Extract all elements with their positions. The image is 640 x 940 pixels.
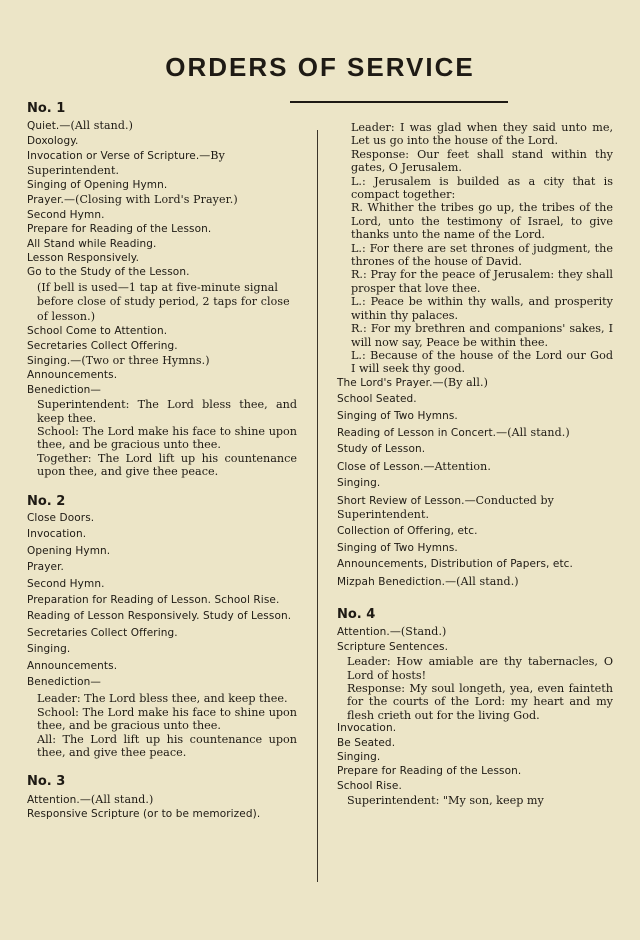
step-label: The Lord's Prayer. (337, 376, 433, 389)
service-step (337, 494, 613, 523)
service-step (337, 410, 613, 423)
column-divider (317, 130, 318, 882)
step-label: Singing of Two Hymns. (337, 541, 458, 554)
step-label: Go to the Study of the Lesson. (27, 266, 190, 279)
step-remark: —Conducted by Superintendent. (337, 493, 554, 521)
scripture-line: School: The Lord make his face to shine upon thee, and be gracious unto thee. (37, 424, 297, 452)
step-label: Benediction— (27, 676, 101, 689)
step-label: Singing of Opening Hymn. (27, 179, 168, 192)
step-label: Short Review of Lesson. (337, 494, 465, 507)
section-heading-no-4: No. 4 (337, 607, 376, 622)
no4-steps-a (337, 625, 613, 654)
step-label: Second Hymn. (27, 577, 105, 590)
step-label: Benediction— (27, 383, 101, 396)
scripture-line: Leader: The Lord bless thee, and keep thee. (37, 692, 288, 706)
service-step (337, 575, 613, 589)
step-label: Doxology. (27, 134, 79, 147)
step-label: Be Seated. (337, 736, 396, 749)
service-step (27, 561, 297, 574)
step-label: School Seated. (337, 393, 417, 406)
no2-steps (27, 512, 297, 689)
step-label: Prepare for Reading of the Lesson. (27, 223, 212, 236)
service-step (27, 354, 297, 368)
service-step (337, 542, 613, 555)
step-label: Attention. (27, 793, 80, 806)
service-step (27, 135, 297, 148)
step-label: Secretaries Collect Offering. (27, 339, 178, 352)
step-label: Mizpah Benediction. (337, 575, 446, 588)
service-step (337, 641, 613, 654)
no4-steps-b (337, 722, 613, 793)
service-step (27, 209, 297, 222)
step-remark: —Attention. (423, 459, 491, 473)
step-label: Prayer. (27, 194, 64, 207)
service-step (337, 625, 613, 639)
no4-scripture-sentences (337, 655, 613, 722)
scripture-line: R.: Pray for the peace of Jerusalem: they shall prosper that love thee. (351, 268, 613, 295)
service-step (337, 460, 613, 474)
service-step (27, 594, 297, 607)
service-step (337, 722, 613, 735)
service-step (27, 238, 297, 251)
step-remark: —(Stand.) (389, 625, 447, 639)
step-label: Announcements. (27, 369, 118, 382)
scripture-line: Response: My soul longeth, yea, even fainteth for the courts of the Lord: my heart and my flesh crieth out for the living God. (347, 682, 613, 722)
service-step (27, 793, 297, 807)
step-label: Responsive Scripture (or to be memorized). (27, 808, 261, 821)
left-column (27, 102, 297, 823)
service-step (27, 384, 297, 397)
service-step (337, 765, 613, 778)
scripture-line: L.: Because of the house of the Lord our God I will seek thy good. (351, 348, 613, 376)
step-remark: (If bell is used—1 tap at five-minute signal before close of study period, 2 taps for close of lesson.) (37, 280, 290, 323)
step-label: Invocation. (337, 722, 397, 735)
service-step (27, 610, 297, 623)
service-step (27, 676, 297, 689)
scripture-line: Leader: I was glad when they said unto me, Let us go into the house of the Lord. (351, 121, 613, 148)
service-step (27, 252, 297, 265)
section-heading-no-3: No. 3 (27, 774, 66, 790)
service-step (337, 525, 613, 538)
step-remark: —(By all.) (432, 375, 488, 389)
service-step (27, 369, 297, 382)
service-step (337, 376, 613, 390)
no1-steps (27, 119, 297, 397)
no1-benediction (27, 398, 297, 478)
service-step (27, 643, 297, 656)
step-label: Second Hymn. (27, 208, 105, 221)
service-step (27, 281, 297, 324)
step-label: Opening Hymn. (27, 544, 111, 557)
service-step (27, 627, 297, 640)
step-label: Close of Lesson. (337, 460, 424, 473)
step-label: Prayer. (27, 561, 64, 574)
scripture-line: L.: Peace be within thy walls, and prosperity within thy palaces. (351, 295, 613, 322)
service-step (27, 512, 297, 525)
step-label: Collection of Offering, etc. (337, 525, 478, 538)
step-label: Reading of Lesson in Concert. (337, 426, 497, 439)
scripture-line: L.: Jerusalem is builded as a city that is compact together: (351, 174, 613, 202)
step-label: School Come to Attention. (27, 325, 168, 338)
service-step (27, 578, 297, 591)
step-label: All Stand while Reading. (27, 237, 157, 250)
service-step (337, 426, 613, 440)
service-step (27, 119, 297, 133)
step-label: Study of Lesson. (337, 443, 426, 456)
step-label: Singing. (337, 751, 381, 764)
step-label: Preparation for Reading of Lesson. School Rise. (27, 594, 280, 606)
step-label: School Rise. (337, 779, 402, 792)
service-step (27, 340, 297, 353)
scripture-line: R. Whither the tribes go up, the tribes of the Lord, unto the testimony of Israel, to give thanks unto the name of the Lord. (351, 201, 613, 242)
step-remark: —(Closing with Lord's Prayer.) (63, 193, 238, 207)
title-rule (290, 101, 508, 103)
service-step (337, 558, 613, 571)
service-step (27, 149, 297, 178)
step-label: Reading of Lesson Responsively. Study of Lesson. (27, 610, 292, 623)
step-label: Singing of Two Hymns. (337, 409, 458, 422)
scripture-line: R.: For my brethren and companions' sakes, I will now say, Peace be within thee. (351, 322, 613, 349)
service-step (27, 223, 297, 236)
no2-benediction (27, 692, 297, 759)
step-label: Singing. (337, 477, 381, 490)
service-step (27, 545, 297, 558)
step-remark: —By Superintendent. (27, 149, 225, 177)
service-step (27, 193, 297, 207)
service-step (337, 751, 613, 764)
step-label: Singing. (27, 643, 71, 656)
scripture-line: Together: The Lord lift up his countenance upon thee, and give thee peace. (37, 451, 297, 479)
scripture-line: All: The Lord lift up his countenance upon thee, and give thee peace. (37, 732, 297, 760)
step-label: Singing. (27, 354, 71, 367)
service-step (337, 477, 613, 490)
step-remark: —(All stand.) (496, 425, 570, 439)
step-remark: —(Two or three Hymns.) (70, 353, 210, 367)
step-label: Prepare for Reading of the Lesson. (337, 765, 522, 778)
no3-continued-steps (337, 376, 613, 589)
service-step (27, 179, 297, 192)
scripture-line: Superintendent: The Lord bless thee, and keep thee. (37, 398, 297, 425)
right-column (337, 121, 613, 808)
step-remark: —(All stand.) (79, 792, 154, 806)
scripture-line: School: The Lord make his face to shine upon thee, and be gracious unto thee. (37, 705, 297, 733)
no3-steps (27, 793, 297, 822)
service-step (337, 443, 613, 456)
page-title: ORDERS OF SERVICE (165, 52, 475, 82)
step-label: Invocation. (27, 528, 87, 541)
responsive-scripture (337, 121, 613, 376)
step-label: Scripture Sentences. (337, 640, 449, 653)
service-step (27, 528, 297, 541)
step-label: Announcements. (27, 659, 118, 672)
service-step (337, 780, 613, 793)
service-step (337, 737, 613, 750)
scripture-line: Response: Our feet shall stand within thy gates, O Jerusalem. (351, 147, 613, 175)
section-heading-no-2: No. 2 (27, 493, 66, 509)
service-step (27, 660, 297, 673)
service-step (27, 325, 297, 338)
scripture-line: Leader: How amiable are thy tabernacles, O Lord of hosts! (347, 655, 613, 682)
no4-superintendent-line: Superintendent: "My son, keep my (347, 794, 544, 808)
scripture-line: L.: For there are set thrones of judgment, the thrones of the house of David. (351, 241, 613, 269)
step-label: Announcements, Distribution of Papers, etc. (337, 558, 573, 571)
step-label: Attention. (337, 626, 390, 639)
step-label: Invocation or Verse of Scripture. (27, 150, 200, 163)
section-heading-no-1: No. 1 (27, 101, 66, 116)
step-remark: —(All stand.) (59, 119, 133, 133)
step-label: Close Doors. (27, 511, 95, 524)
step-label: Quiet. (27, 120, 60, 133)
step-label: Secretaries Collect Offering. (27, 626, 178, 639)
service-step (27, 808, 297, 821)
service-step (337, 393, 613, 406)
step-remark: —(All stand.) (445, 574, 519, 588)
service-step (27, 266, 297, 279)
step-label: Lesson Responsively. (27, 252, 140, 265)
